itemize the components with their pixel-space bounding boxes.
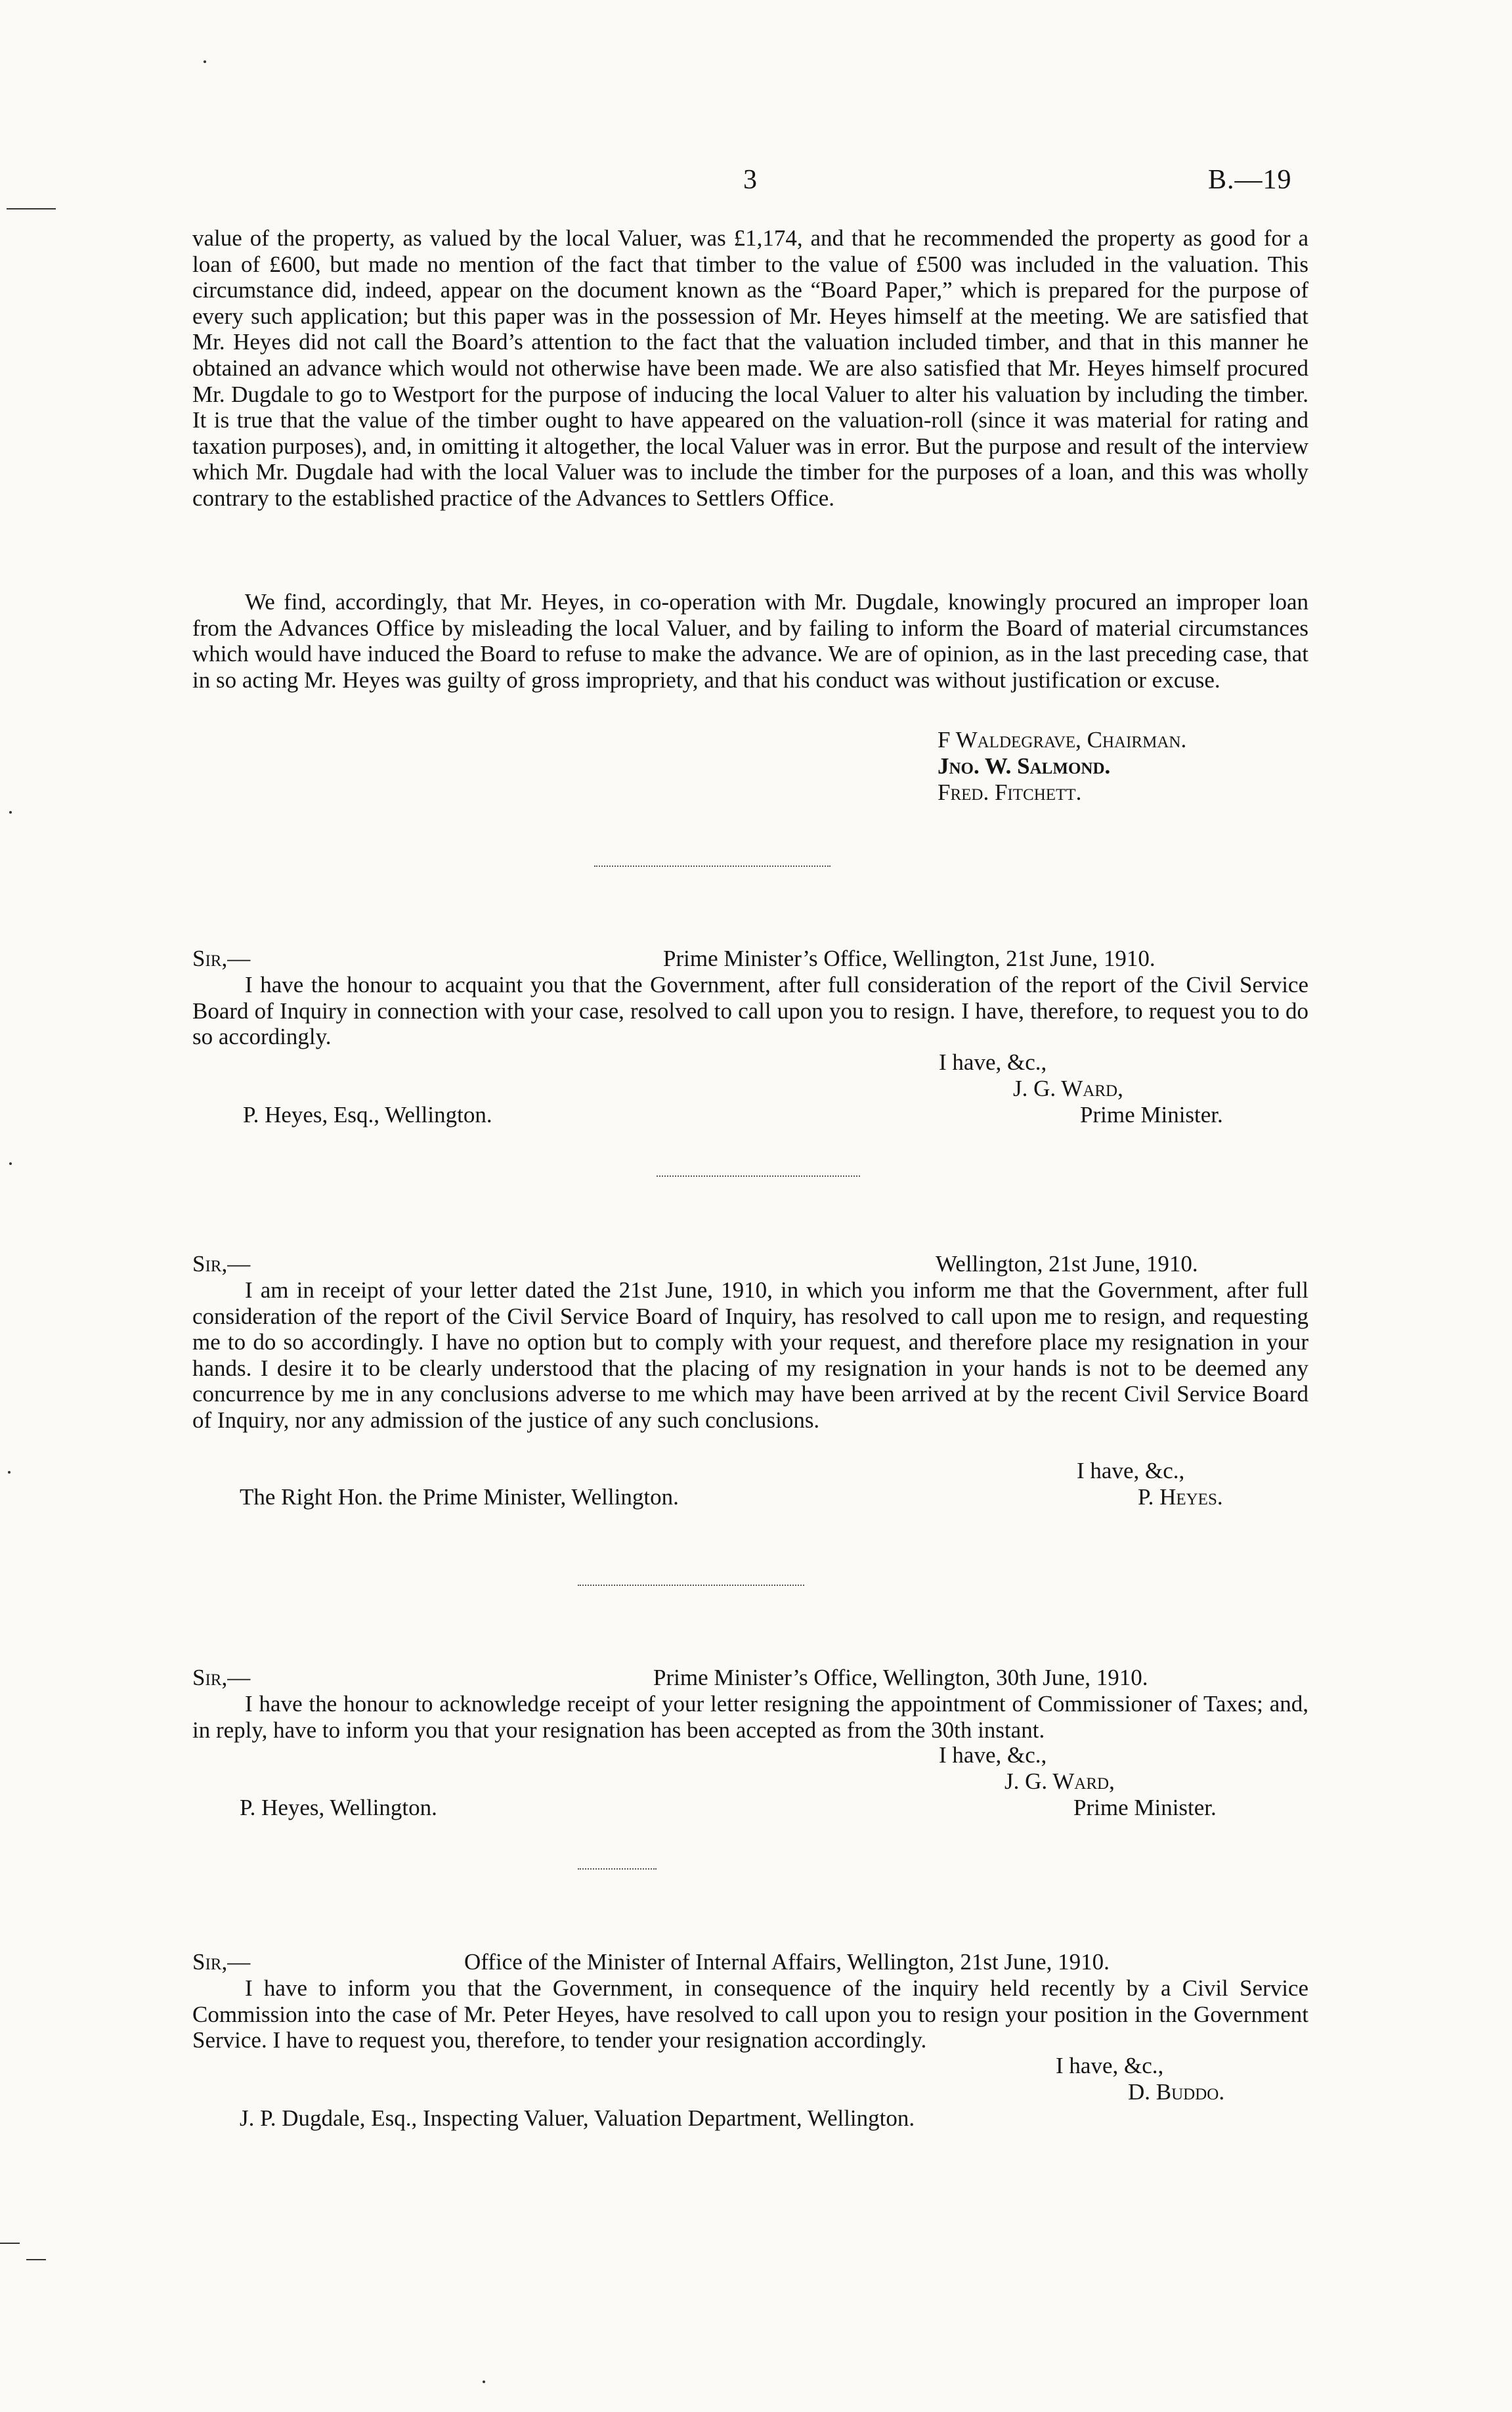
letter-body: I am in receipt of your letter dated the 21st June, 1910, in which you inform me that the Government, after full consideration of the report of the Civil Service Board of Inquiry, has resolved to call upon me to resign, and requesting me to do so accordingly. I have no option but to comply with your request, and therefore place my resignation in your hands. I desire it to be clearly understood that the placing of my resignation in your hands is not to be deemed any concurrence by me in any conclusions adverse to me which may have been arrived at by the recent Civil Service Board of Inquiry, nor any admission of the justice of any such conclusions.: [192, 1277, 1308, 1433]
section-divider: [578, 1868, 657, 1870]
speck: [8, 1471, 11, 1474]
signer: J. G. Ward,: [1013, 1076, 1123, 1101]
addressee: J. P. Dugdale, Esq., Inspecting Valuer, Valuation Department, Wellington.: [240, 2105, 915, 2131]
section-divider: [657, 1175, 860, 1177]
salutation: Sir,—: [192, 1251, 251, 1277]
dateline: Office of the Minister of Internal Affairs, Wellington, 21st June, 1910.: [464, 1949, 1110, 1975]
addressee: P. Heyes, Wellington.: [240, 1795, 437, 1820]
margin-mark: [7, 208, 56, 209]
speck: [204, 60, 206, 63]
margin-mark: [0, 2243, 20, 2244]
signer-title: Prime Minister.: [1073, 1795, 1217, 1820]
dateline: Prime Minister’s Office, Wellington, 21st June, 1910.: [663, 946, 1156, 971]
section-divider: [594, 866, 831, 867]
dateline: Wellington, 21st June, 1910.: [936, 1251, 1198, 1277]
letter-body: I have to inform you that the Government, in consequence of the inquiry held recently by a Civil Service Commission into the case of Mr. Peter Heyes, have resolved to call upon you to resign your position in the Government Service. I have to request you, therefore, to tender your resignation accordingly.: [192, 1975, 1308, 2053]
signer: P. Heyes.: [1138, 1484, 1223, 1510]
addressee: P. Heyes, Esq., Wellington.: [243, 1102, 492, 1128]
report-paragraph: value of the property, as valued by the local Valuer, was £1,174, and that he recommended the property as good for a loan of £600, but made no mention of the fact that timber to the value of £500 was included in the valuation. This circumstance did, indeed, appear on the document known as the “Board Paper,” which is prepared for the purpose of every such application; but this paper was in the possession of Mr. Heyes himself at the meeting. We are satisfied that Mr. Heyes did not call the Board’s attention to the fact that the valuation included timber, and that in this manner he obtained an advance which would not otherwise have been made. We are also satisfied that Mr. Heyes himself procured Mr. Dugdale to go to Westport for the purpose of inducing the local Valuer to alter his valuation by including the timber. It is true that the value of the timber ought to have appeared on the valuation-roll (since it was material for rating and taxation purposes), and, in omitting it altogether, the local Valuer was in error. But the purpose and result of the interview which Mr. Dugdale had with the local Valuer was to include the timber for the purposes of a loan, and this was wholly contrary to the established practice of the Advances to Settlers Office.: [192, 225, 1308, 511]
signatory: Jno. W. Salmond.: [938, 753, 1111, 779]
letter-body: I have the honour to acquaint you that the Government, after full consideration of the report of the Civil Service Board of Inquiry in connection with your case, resolved to call upon you to resign. I have, therefore, to request you to do so accordingly.: [192, 972, 1308, 1050]
margin-mark: [26, 2259, 46, 2260]
closing: I have, &c.,: [939, 1049, 1047, 1075]
speck: [483, 2380, 485, 2383]
addressee: The Right Hon. the Prime Minister, Wellington.: [240, 1484, 679, 1510]
closing: I have, &c.,: [1056, 2053, 1164, 2078]
section-divider: [578, 1585, 804, 1586]
speck: [9, 1162, 12, 1165]
closing: I have, &c.,: [939, 1742, 1047, 1768]
signer-title: Prime Minister.: [1080, 1102, 1223, 1128]
speck: [9, 811, 12, 814]
letter-body: I have the honour to acknowledge receipt of your letter resigning the appointment of Commissioner of Taxes; and, in reply, have to inform you that your resignation has been accepted as from the 30th instant.: [192, 1691, 1308, 1743]
salutation: Sir,—: [192, 946, 251, 971]
salutation: Sir,—: [192, 1949, 251, 1975]
page-number: 3: [743, 165, 757, 195]
salutation: Sir,—: [192, 1665, 251, 1690]
signatory: Fred. Fitchett.: [938, 779, 1082, 805]
dateline: Prime Minister’s Office, Wellington, 30th June, 1910.: [653, 1665, 1148, 1690]
closing: I have, &c.,: [1077, 1458, 1185, 1483]
document-reference: B.—19: [1208, 165, 1292, 195]
signer: D. Buddo.: [1128, 2079, 1225, 2105]
signer: J. G. Ward,: [1004, 1768, 1115, 1794]
signatory-chairman: F Waldegrave, Chairman.: [938, 727, 1187, 753]
report-paragraph: We find, accordingly, that Mr. Heyes, in co-operation with Mr. Dugdale, knowingly procured an improper loan from the Advances Office by misleading the local Valuer, and by failing to inform the Board of material circumstances which would have induced the Board to refuse to make the advance. We are of opinion, as in the last preceding case, that in so acting Mr. Heyes was guilty of gross impropriety, and that his conduct was without justification or excuse.: [192, 589, 1308, 693]
